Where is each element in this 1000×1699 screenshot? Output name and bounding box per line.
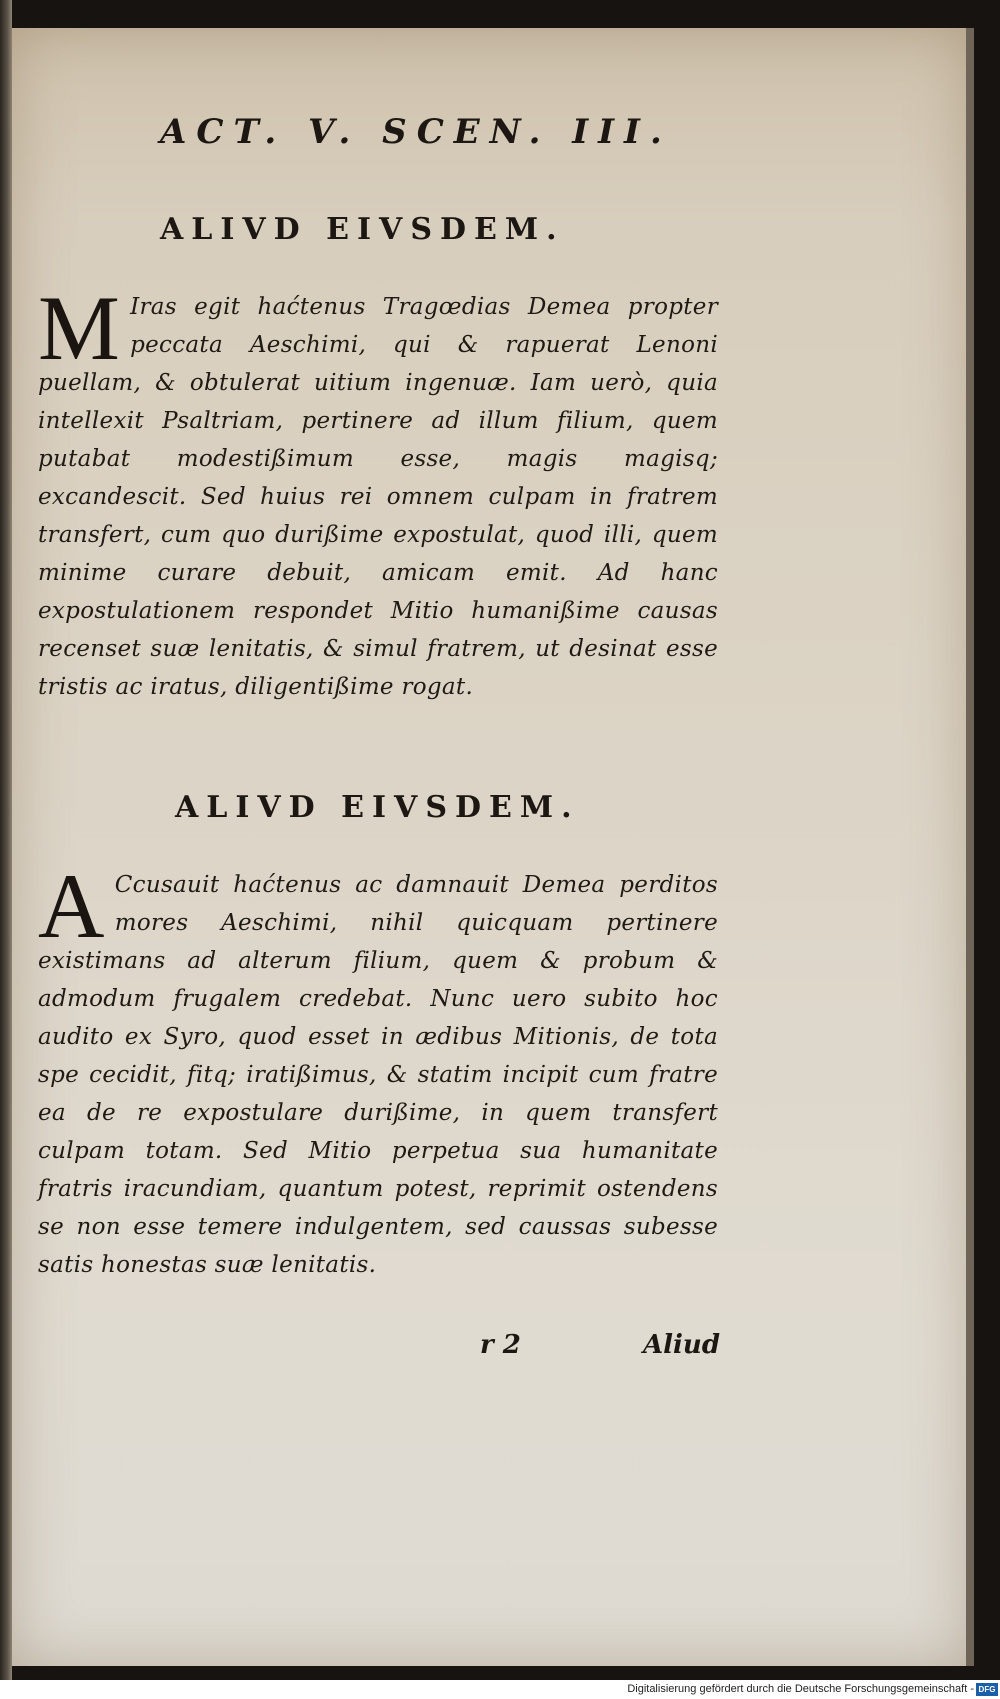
page-fore-edge: [966, 28, 974, 1666]
drop-cap-initial: M: [38, 277, 121, 379]
digitization-credit: Digitalisierung gefördert durch die Deutsche Forschungsgemeinschaft -: [627, 1683, 974, 1695]
signature-mark: r 2: [480, 1330, 521, 1360]
running-head: ACT. V. SCEN. III.: [160, 112, 672, 152]
section-title-1: ALIVD EIVSDEM.: [160, 212, 565, 247]
section-paragraph-2: [38, 855, 718, 1284]
section-title-2: ALIVD EIVSDEM.: [175, 790, 580, 825]
drop-cap-initial: A: [38, 855, 105, 957]
dfg-logo: DFG: [976, 1683, 998, 1696]
paragraph-text: Ccusauit haćtenus ac damnauit Demea perditos mores Aeschimi, nihil quicquam pertinere existimans ad alterum filium, quem & probum & admodum frugalem credebat. Nunc uero subito hoc audito ex Syro, quod esset in ædibus Mitionis, de tota spe cecidit, fitq; iratißimus, & statim incipit cum fratre ea de re expostulare durißime, in quem transfert culpam totam. Sed Mitio perpetua sua humanitate fratris iracundiam, quantum potest, reprimit ostendens se non esse temere indulgentem, sed caussas subesse satis honestas suæ lenitatis.: [38, 872, 718, 1278]
catchword: Aliud: [642, 1330, 720, 1360]
paragraph-text: Iras egit haćtenus Tragœdias Demea propter peccata Aeschimi, qui & rapuerat Lenoni puellam, & obtulerat uitium ingenuæ. Iam uerò, quia intellexit Psaltriam, pertinere ad illum filium, quem putabat modestißimum esse, magis magisq; excandescit. Sed huius rei omnem culpam in fratrem transfert, cum quo durißime expostulat, quod illi, quem minime curare debuit, amicam emit. Ad hanc expostulationem respondet Mitio humanißime causas recenset suæ lenitatis, & simul fratrem, ut desinat esse tristis ac iratus, diligentißime rogat.: [38, 294, 718, 700]
section-paragraph-1: [38, 277, 718, 706]
book-page: [12, 28, 968, 1666]
book-spine-edge: [0, 0, 12, 1680]
